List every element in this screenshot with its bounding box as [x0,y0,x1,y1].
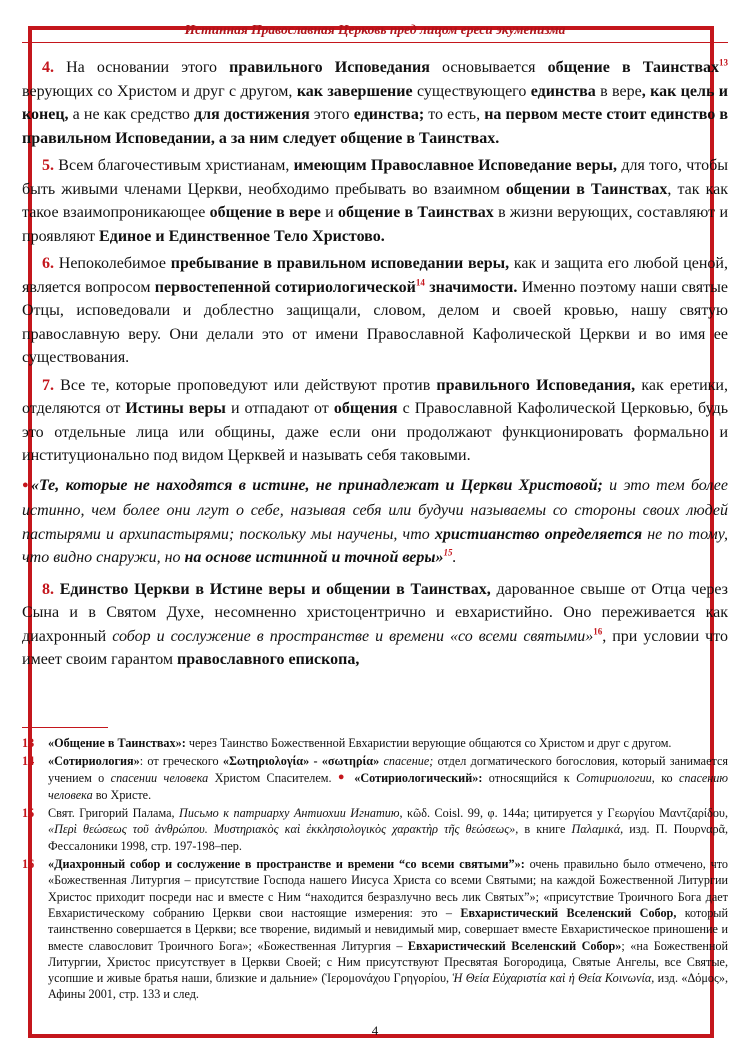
text-run: и [320,204,339,221]
text-run: изд. «Δόμος», Афины 2001, стр. 133 и след. [48,971,728,1002]
footnote-text [48,735,728,751]
footnote-text [48,856,728,1003]
header-rule [22,42,728,43]
text-run: общении в Таинствах [505,180,668,198]
text-run: Именно поэтому наши святые Отцы, исповедовали и доблестно защищали, словом, делом и своей кровью, нашу святую православную веру. Они делали это от имени Православной Кафолической Церкви и во имя ее существования. [22,278,729,366]
text-run: , при условии что имеет своим гарантом [22,627,729,668]
paragraph-8 [22,578,728,672]
text-run: и отпадают от [225,400,334,417]
text-run: для того, чтобы быть живыми членами Церкви, необходимо пребывать во взаимном [22,157,728,198]
text-run: Непоколебимое [54,255,171,272]
text-run: христианство определяется [434,525,643,543]
text-run: общение в вере [209,204,321,221]
footnotes [22,735,728,1005]
paragraph-number: 5. [42,157,54,174]
bullet-icon: ● [337,770,348,783]
text-run: Письмо к патриарху Антиохии Игнатию, [179,806,403,821]
text-run: в жизни верующих, составляют и проявляют [22,204,729,245]
text-run: Истины веры [125,400,226,417]
text-run: общение в Таинствах [547,59,720,76]
paragraph-5 [22,154,728,248]
text-run: через Таинство Божественной Евхаристии верующие общаются со Христом и друг с другом. [185,736,672,750]
text-run: κῶδ. Coisl. 99, φ. 144а; цитируется у Γεωργίου Μαντζαρίδου, [402,806,728,821]
running-header: Истинная Православная Церковь пред лицом ереси экуменизма [184,22,566,37]
text-run: . [452,549,457,566]
text-run: «Περὶ θεώσεως τοῦ ἀνθρώπου. Μυστηριακὸς καὶ ἐκκλησιολογικὸς χαρακτὴρ τῆς θεώσεως» [48,822,516,837]
text-run: : от греческого [139,754,223,769]
paragraph-number: 6. [42,255,54,272]
text-run: который таинственно совершается в Церкви; все творение, видимый и невидимый мир, совершает вместе Евхаристическое приношение и вместе славословит Троичного Бога»; «Божественная Литургия – [48,905,728,953]
text-run: для достижения [194,106,310,123]
footnote-ref-15[interactable]: 15 [443,547,453,558]
footnote-number: 16 [22,857,35,872]
text-run: Παλαμικά [571,822,621,837]
text-run: Сотириологии [576,770,652,785]
text-run: основывается [429,59,548,76]
text-run: спасение; [379,754,434,769]
text-run: этого [309,106,354,123]
text-run: очень правильно было отмечено, что «Божественная Литургия – присутствие Господа нашего Иисуса Христа со всеми Святыми; на каждой Божественной Литургии Христос приходит посреди нас и вместе с Ним “находится безразлучно весь лик Святых”»; «присутствие Троичного Бога дает Евхаристическому собранию Церкви свои настоящие измерения: это – [48,857,728,920]
paragraph-7 [22,374,728,468]
text-run: с Православной Кафолической Церковью, будь это отдельные лица или общины, даже если они продолжают функционировать формально и институционально под видом Церквей и называть себя таковыми. [22,400,729,464]
footnote-number: 15 [22,806,35,821]
text-run: спасении человека [110,770,209,785]
footnote-separator [22,727,108,728]
text-run: «Σωτηριολογία» - «σωτηρία» [222,754,380,769]
text-run: верующих со Христом и друг с другом, [22,82,297,100]
text-run: единства; [353,106,425,123]
text-run: дарованное свыше от Отца через Сына и в Святом Духе, несомненно христоцентрично и евхаристийно. Оно переживается как диахронный [22,580,729,645]
paragraph-6 [22,252,728,370]
text-run: , как цель и конец, [22,82,729,123]
text-run: существующего [412,82,531,100]
main-text [22,56,728,676]
text-run: и это тем более истинно, чем более они лгут о себе, называя себя или будучи называемы со стороны своих людей пастырями и архипастырями; поскольку мы научены, что [22,476,728,543]
text-run: Ἡ Θεία Εὐχαριστία καὶ ἡ Θεία Κοινωνία, [449,971,655,986]
text-run: ; «на Божественной Литургии, Христос присутствует в Церкви Своей; с Ним присутствуют Пресвятая Богородица, Святые Ангелы, все Святые, усопшие и живые братья наши, близкие и дальние» (Ἱερομονάχου Γρηγορίου, [48,938,728,986]
text-run: значимости. [424,278,518,296]
text-run: то есть, [424,106,485,123]
text-run: имеющим Православное Исповедание веры, [293,157,618,174]
text-run: Единство Церкви в Истине веры и общении в Таинствах, [54,580,491,598]
text-run: отдел догматического богословия, который занимается учением о [48,754,728,785]
page-number: 4 [371,1023,379,1038]
text-run: Свят. Григорий Палама, [48,806,180,821]
text-run: «Те, которые не находятся в истине, не принадлежат и Церкви Христовой; [30,476,603,494]
quote-paragraph [22,474,728,570]
paragraph-number: 4. [42,59,54,76]
text-run: Единое и Единственное Тело Христово. [99,227,385,245]
text-run: как еретики, отделяются от [22,376,728,417]
text-run: Христом Спасителем. [208,770,338,785]
text-run: На основании этого [54,59,230,76]
text-run: спасению человека [48,770,728,802]
text-run: на основе истинной и точной веры [184,549,436,566]
paragraph-number: 8. [42,580,54,598]
text-run: «Сотириология» [48,754,140,769]
text-run: Евхаристический Вселенский Собор» [407,938,622,953]
text-run: православного епископа, [177,651,360,668]
footnote-ref-16[interactable]: 16 [593,626,603,637]
paragraph-number: 7. [42,376,54,394]
paragraph-4 [22,56,728,150]
footnote-number: 14 [22,754,35,769]
text-run: » [435,549,444,566]
text-run: относящийся к [482,770,577,785]
footnote-ref-14[interactable]: 14 [415,277,425,288]
footnote-14 [22,753,728,803]
footnote-text [48,753,728,803]
text-run: пребывание в правильном исповедании веры, [170,255,510,272]
text-run: как завершение [296,82,413,100]
text-run: общение в Таинствах [338,204,494,221]
text-run: «Общение в Таинствах»: [48,736,186,750]
text-run: собор и сослужение в пространстве и времени «со всеми святыми» [112,627,594,645]
text-run: как и защита его любой ценой, является вопросом [22,255,728,296]
text-run: , в книге [515,822,572,837]
text-run: , изд. Π. Πουρναρᾶ, Фессалоники 1998, стр. 197-198–пер. [48,822,728,853]
text-run: Все те, которые проповедуют или действуют против [54,376,437,394]
text-run: «Сотириологический»: [354,770,483,785]
text-run: единства [530,82,596,100]
footnote-15 [22,805,728,854]
text-run: на первом месте стоит единство в правильном Исповедании, а за ним следует общение в Таинствах. [22,106,729,147]
text-run: общения [333,400,398,417]
text-run: первостепенной сотириологической [154,278,416,296]
text-run: правильного Исповедания [229,59,430,76]
text-run: а не как средство [68,106,195,123]
text-run: Евхаристический Вселенский Собор, [460,905,677,920]
text-run: , ко [651,770,679,785]
footnote-text [48,805,728,854]
bullet-icon: ● [22,478,31,491]
footnote-13 [22,735,728,751]
text-run: во Христе. [92,787,152,802]
footnote-number: 13 [22,736,35,750]
text-run: не по тому, что видно снаружи, но [22,525,729,566]
footnote-16 [22,856,728,1003]
footnote-ref-13[interactable]: 13 [719,57,729,68]
text-run: , так как такое взаимопроникающее [22,180,729,221]
text-run: Всем благочестивым христианам, [54,157,294,174]
text-run: в вере [595,82,642,100]
text-run: правильного Исповедания, [436,376,636,394]
text-run: «Диахронный собор и сослужение в пространстве и времени “со всеми святыми”»: [48,857,525,872]
